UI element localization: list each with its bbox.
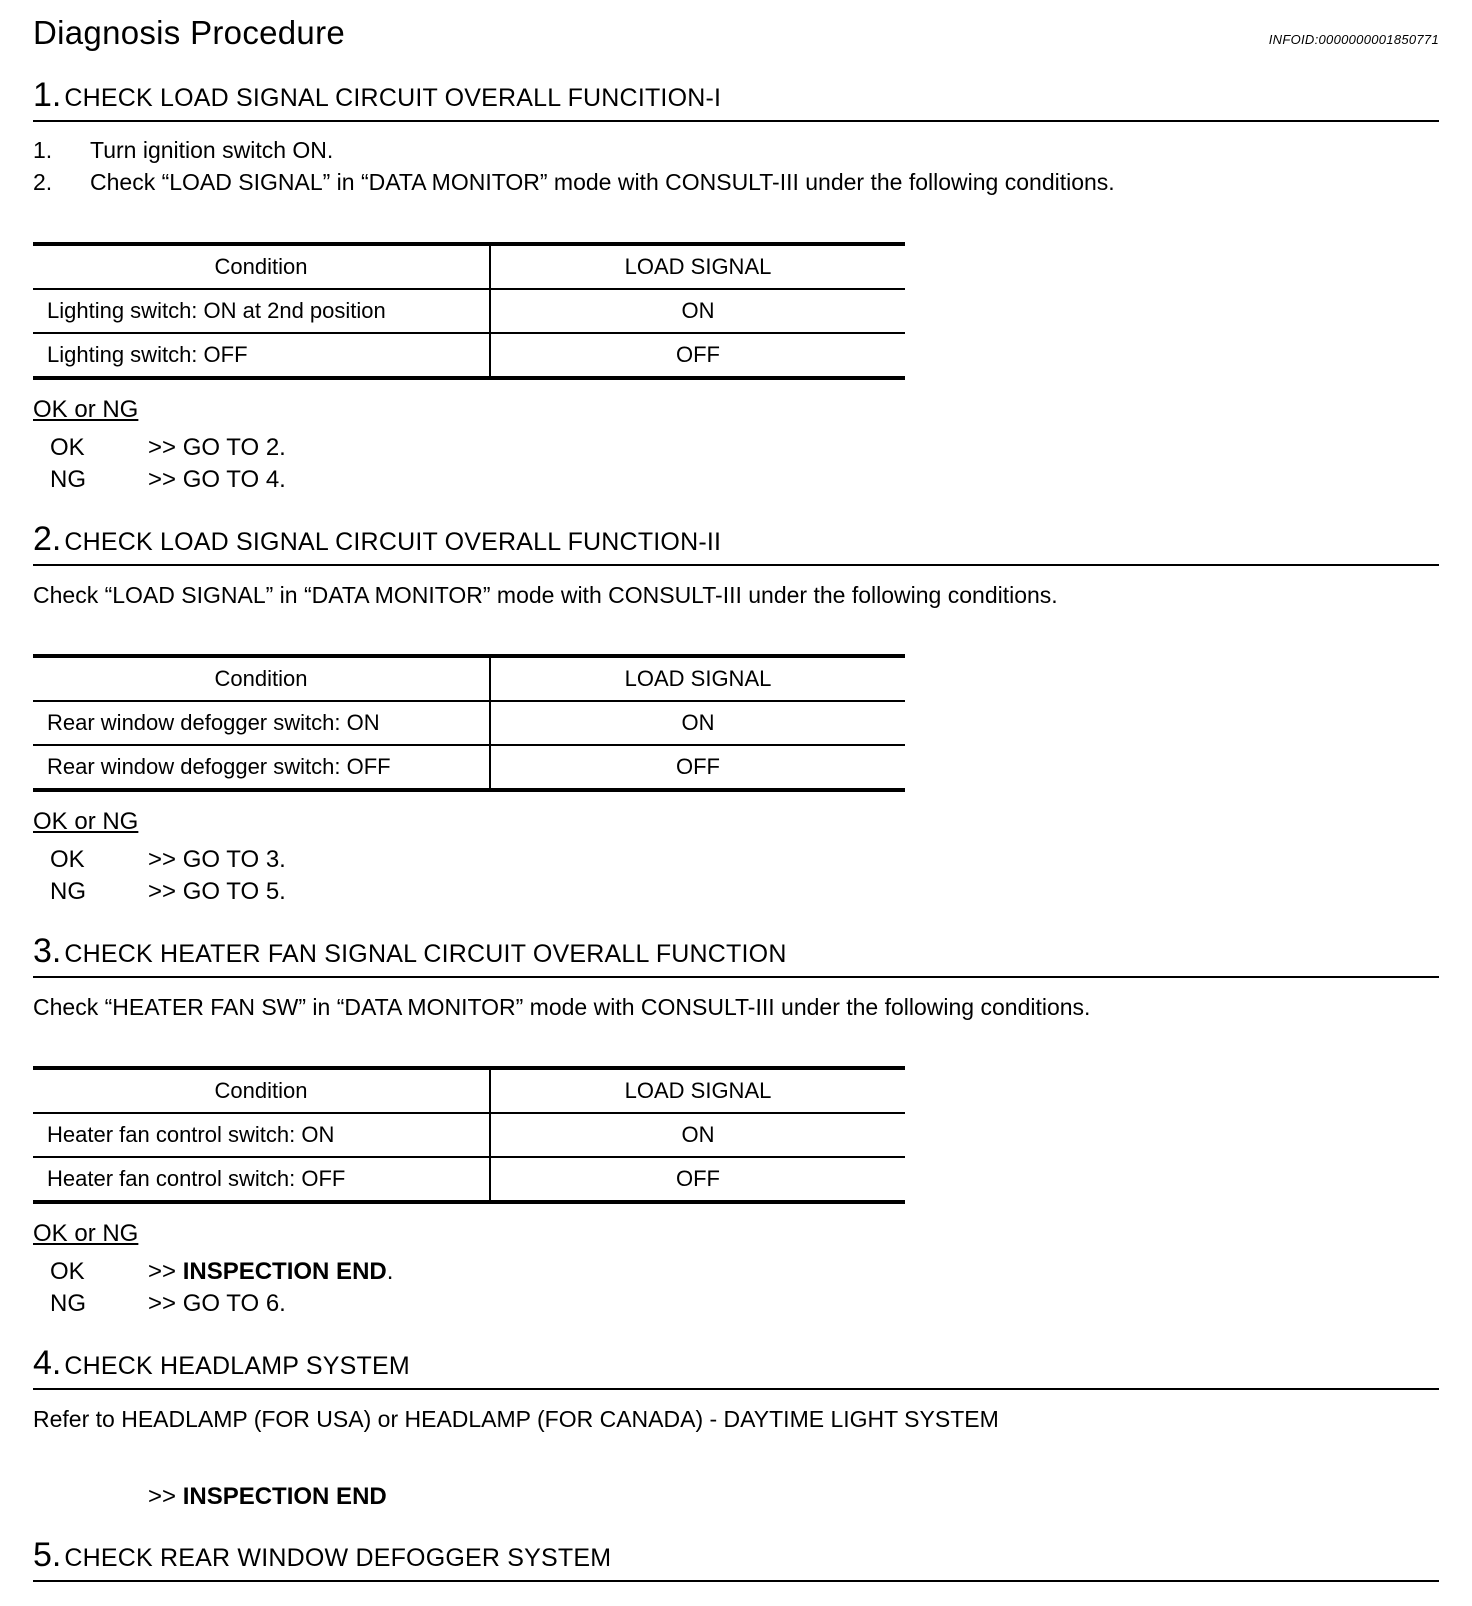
table-cell: ON <box>490 1113 905 1157</box>
step-title: CHECK LOAD SIGNAL CIRCUIT OVERALL FUNCTION-II <box>64 528 722 556</box>
table-row <box>33 745 905 790</box>
result-text: >> GO TO 6. <box>148 1290 286 1317</box>
table-cell: ON <box>490 289 905 333</box>
list-item <box>33 134 1439 166</box>
table-header-cell: Condition <box>33 1068 490 1113</box>
step-title: CHECK LOAD SIGNAL CIRCUIT OVERALL FUNCITION-I <box>64 84 722 112</box>
table-cell: OFF <box>490 745 905 790</box>
table-header-cell: Condition <box>33 244 490 289</box>
list-item-text: Check “LOAD SIGNAL” in “DATA MONITOR” mode with CONSULT-III under the following conditions. <box>90 169 1115 195</box>
step-title: CHECK HEATER FAN SIGNAL CIRCUIT OVERALL FUNCTION <box>64 940 787 968</box>
result-line <box>33 844 1439 876</box>
list-item-marker: 1. <box>33 137 53 163</box>
result-label: NG <box>50 1290 86 1317</box>
table-cell: Heater fan control switch: OFF <box>33 1157 490 1202</box>
result-text: >> INSPECTION END. <box>148 1258 394 1285</box>
table-row <box>33 701 905 745</box>
list-item <box>33 166 1439 198</box>
result-line <box>33 1288 1439 1320</box>
table-cell: Heater fan control switch: ON <box>33 1113 490 1157</box>
step-number: 3. <box>33 932 62 970</box>
table-cell: Lighting switch: OFF <box>33 333 490 378</box>
inspection-end-line: >> INSPECTION END <box>148 1483 387 1510</box>
step-number: 2. <box>33 520 62 558</box>
step-5-heading <box>33 1538 1439 1582</box>
step-number: 4. <box>33 1344 62 1382</box>
result-label: OK <box>50 434 85 461</box>
list-item-marker: 2. <box>33 169 53 195</box>
table-header-row <box>33 244 905 289</box>
condition-table <box>33 654 905 792</box>
result-line <box>33 1256 1439 1288</box>
table-cell: Rear window defogger switch: OFF <box>33 745 490 790</box>
step-number: 5. <box>33 1536 62 1574</box>
table-header-cell: LOAD SIGNAL <box>490 656 905 701</box>
result-line <box>33 432 1439 464</box>
result-text: >> GO TO 2. <box>148 434 286 461</box>
list-item-text: Turn ignition switch ON. <box>90 137 334 163</box>
result-text: >> GO TO 3. <box>148 846 286 873</box>
step-2-heading <box>33 522 1439 566</box>
step-2-paragraph: Check “LOAD SIGNAL” in “DATA MONITOR” mode with CONSULT-III under the following conditions. <box>33 582 1058 608</box>
condition-table <box>33 1066 905 1204</box>
step-number: 1. <box>33 76 62 114</box>
table-row <box>33 289 905 333</box>
result-text: >> GO TO 5. <box>148 878 286 905</box>
ok-or-ng-label: OK or NG <box>33 1220 139 1247</box>
result-line <box>33 876 1439 908</box>
table-cell: Lighting switch: ON at 2nd position <box>33 289 490 333</box>
table-cell: ON <box>490 701 905 745</box>
table-cell: OFF <box>490 333 905 378</box>
step-1-instruction-list <box>33 134 1439 198</box>
table-row <box>33 333 905 378</box>
step-4-heading <box>33 1346 1439 1390</box>
step-1-heading <box>33 78 1439 122</box>
result-label: OK <box>50 1258 85 1285</box>
result-line <box>33 464 1439 496</box>
result-label: NG <box>50 466 86 493</box>
results-block <box>33 1256 1439 1320</box>
result-label: OK <box>50 846 85 873</box>
table-header-cell: LOAD SIGNAL <box>490 244 905 289</box>
step-title: CHECK HEADLAMP SYSTEM <box>64 1352 410 1380</box>
condition-table <box>33 242 905 380</box>
table-row <box>33 1113 905 1157</box>
ok-or-ng-label: OK or NG <box>33 396 139 423</box>
table-header-cell: Condition <box>33 656 490 701</box>
results-block <box>33 432 1439 496</box>
table-cell: OFF <box>490 1157 905 1202</box>
step-4-paragraph: Refer to HEADLAMP (FOR USA) or HEADLAMP (FOR CANADA) - DAYTIME LIGHT SYSTEM <box>33 1406 999 1432</box>
result-text: >> GO TO 4. <box>148 466 286 493</box>
table-cell: Rear window defogger switch: ON <box>33 701 490 745</box>
results-block <box>33 844 1439 908</box>
step-title: CHECK REAR WINDOW DEFOGGER SYSTEM <box>64 1544 612 1572</box>
result-label: NG <box>50 878 86 905</box>
ok-or-ng-label: OK or NG <box>33 808 139 835</box>
page-header <box>33 14 1439 52</box>
step-3-heading <box>33 934 1439 978</box>
table-row <box>33 1157 905 1202</box>
table-header-row <box>33 656 905 701</box>
table-header-cell: LOAD SIGNAL <box>490 1068 905 1113</box>
infoid-label: INFOID:0000000001850771 <box>1268 32 1439 47</box>
step-3-paragraph: Check “HEATER FAN SW” in “DATA MONITOR” mode with CONSULT-III under the following conditions. <box>33 994 1091 1020</box>
table-header-row <box>33 1068 905 1113</box>
page-title: Diagnosis Procedure <box>33 14 346 51</box>
